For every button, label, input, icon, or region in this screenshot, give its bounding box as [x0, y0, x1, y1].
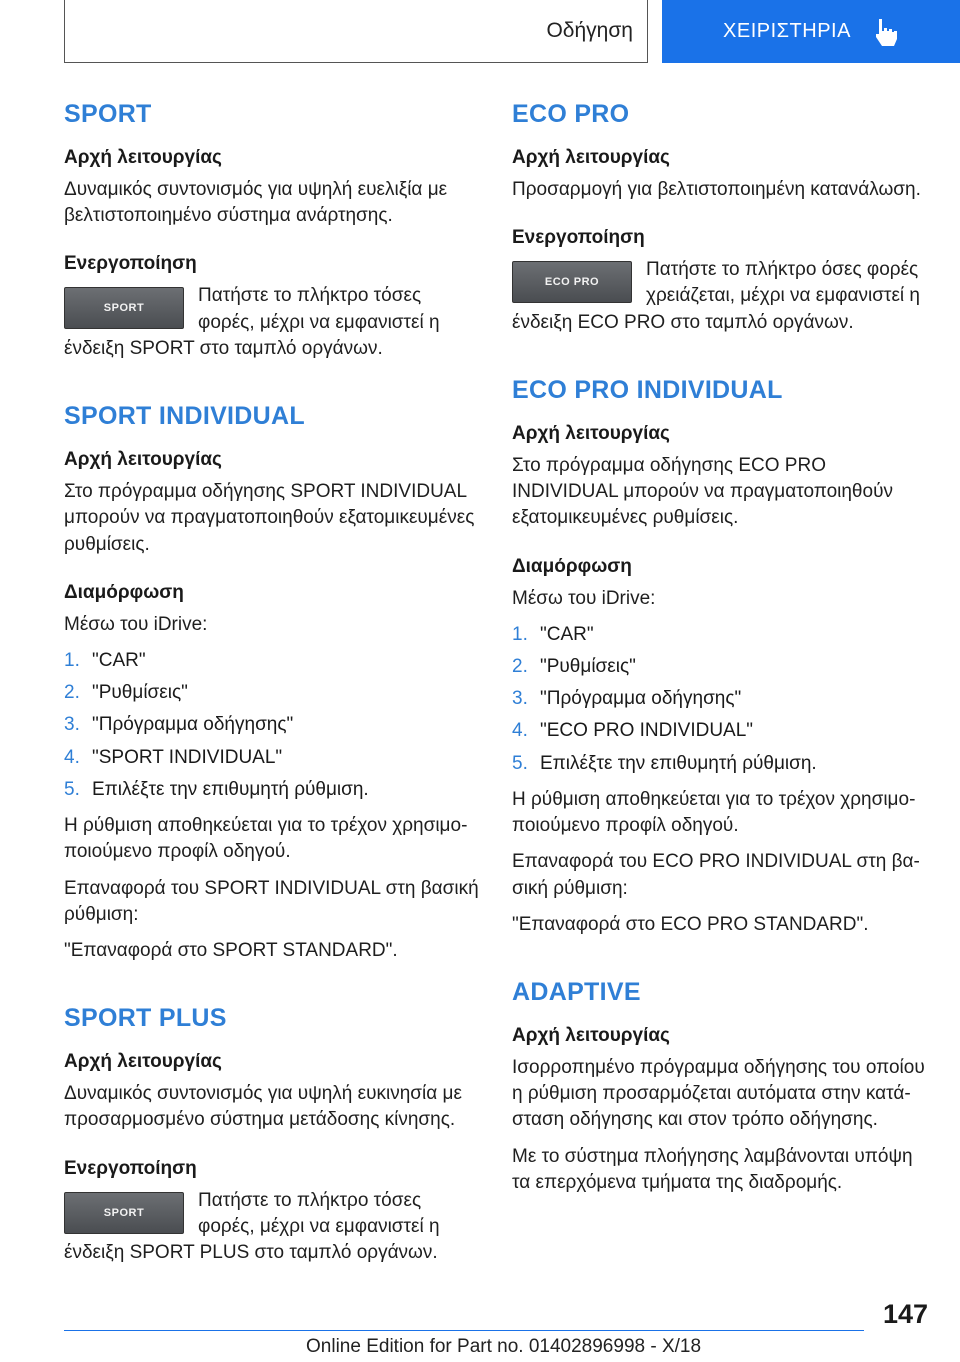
subheading-principle: Αρχή λειτουργίας: [512, 422, 670, 444]
right-column: [512, 100, 928, 1206]
list-item: 5. Επιλέξτε την επιθυμητή ρύθμιση.: [512, 752, 817, 774]
subheading-configuration: Διαμόρφωση: [512, 555, 632, 577]
list-item: 1. "CAR": [64, 649, 146, 671]
list-item: 5. Επιλέξτε την επιθυμητή ρύθμιση.: [64, 778, 369, 800]
sport-activation-text: Πατήστε το πλήκτρο τόσες φορές, μέχρι να εμφανιστεί η ένδειξη SPORT στο ταμπλό οργάνων.: [64, 285, 440, 359]
eco-pro-individual-reset-option: "Επαναφορά στο ECO PRO STANDARD".: [512, 913, 869, 935]
eco-pro-activation: [512, 257, 928, 336]
list-item: 1. "CAR": [512, 623, 594, 645]
heading-sport: SPORT: [64, 100, 152, 128]
list-item: 4. "SPORT INDIVIDUAL": [64, 746, 283, 768]
adaptive-navigation-text: Με το σύστημα πλοήγησης λαμβάνονται υπόψη τα επερχόμενα τμήματα της διαδρομής.: [512, 1145, 913, 1193]
eco-pro-individual-reset-text: Επαναφορά του ECO PRO INDIVIDUAL στη βασική ρύθμιση:: [512, 851, 920, 899]
sport-individual-reset-text: Επαναφορά του SPORT INDIVIDUAL στη βασική ρύθμιση:: [64, 877, 479, 925]
header-chapter: ΧΕΙΡΙΣΤΗΡΙΑ: [723, 20, 851, 42]
subheading-principle: Αρχή λειτουργίας: [64, 147, 222, 168]
hand-pointer-icon: [873, 17, 899, 47]
subheading-activation: Ενεργοποίηση: [512, 227, 645, 249]
sport-button-image: SPORT: [64, 287, 184, 329]
subheading-principle: Αρχή λειτουργίας: [512, 1024, 670, 1046]
header-section: Οδήγηση: [546, 19, 633, 42]
heading-sport-plus: SPORT PLUS: [64, 1004, 227, 1033]
list-item: 3. "Πρόγραμμα οδήγησης": [512, 688, 742, 710]
heading-sport-individual: SPORT INDIVIDUAL: [64, 402, 305, 431]
sport-activation: [64, 283, 480, 362]
via-idrive-text: Μέσω του iDrive:: [512, 587, 656, 609]
sport-principle-text: Δυναμικός συντονισμός για υψηλή ευελιξία με βελτιστοποιημένο σύστημα ανάρτησης.: [64, 179, 448, 227]
subheading-principle: Αρχή λειτουργίας: [512, 147, 670, 168]
via-idrive-text: Μέσω του iDrive:: [64, 613, 208, 635]
list-item: 4. "ECO PRO INDIVIDUAL": [512, 720, 754, 742]
header-chapter-tab[interactable]: [662, 0, 960, 63]
eco-pro-button-image: ECO PRO: [512, 261, 632, 303]
footer-divider: [64, 1330, 864, 1331]
header-section-box: [64, 0, 648, 63]
heading-adaptive: ADAPTIVE: [512, 977, 641, 1006]
eco-pro-activation-text: Πατήστε το πλήκτρο όσες φορές χρειάζεται, μέχρι να εμφανιστεί η ένδειξη ECO PRO στο ταμπλό οργάνων.: [512, 259, 920, 333]
footer-edition: Online Edition for Part no. 01402896998 - X/18: [306, 1336, 702, 1357]
heading-eco-pro-individual: ECO PRO INDIVIDUAL: [512, 375, 783, 404]
sport-button-image: SPORT: [64, 1192, 184, 1234]
list-item: 2. "Ρυθμίσεις": [512, 655, 636, 677]
sport-individual-saved-text: Η ρύθμιση αποθηκεύεται για το τρέχον χρησιμοποιούμενο προφίλ οδηγού.: [64, 815, 468, 863]
heading-eco-pro: ECO PRO: [512, 100, 630, 128]
eco-pro-individual-steps: [512, 622, 928, 777]
subheading-principle: Αρχή λειτουργίας: [64, 1051, 222, 1073]
sport-individual-reset-option: "Επαναφορά στο SPORT STANDARD".: [64, 939, 398, 961]
sport-plus-activation-text: Πατήστε το πλήκτρο τόσες φορές, μέχρι να εμφανιστεί η ένδειξη SPORT PLUS στο ταμπλό οργάνων.: [64, 1189, 440, 1264]
sport-plus-principle-text: Δυναμικός συντονισμός για υψηλή ευκινησία με προσαρμοσμένο σύστημα μετάδοσης κίνησης.: [64, 1083, 462, 1131]
sport-individual-steps: [64, 648, 480, 803]
adaptive-principle-text: Ισορροπημένο πρόγραμμα οδήγησης του οποίου η ρύθμιση προσαρμόζεται αυτόματα στην κατάσταση οδήγησης και στον τρόπο οδήγησης.: [512, 1056, 925, 1131]
left-column: [64, 100, 480, 1276]
sport-individual-principle-text: Στο πρόγραμμα οδήγησης SPORT INDIVIDUAL μπορούν να πραγματοποιηθούν εξατομικευμένες ρυθμίσεις.: [64, 481, 475, 555]
list-item: 3. "Πρόγραμμα οδήγησης": [64, 714, 294, 736]
eco-pro-principle-text: Προσαρμογή για βελτιστοποιημένη κατανάλωση.: [512, 179, 921, 200]
eco-pro-individual-saved-text: Η ρύθμιση αποθηκεύεται για το τρέχον χρησιμοποιούμενο προφίλ οδηγού.: [512, 788, 916, 837]
sport-plus-activation: [64, 1188, 480, 1267]
list-item: 2. "Ρυθμίσεις": [64, 682, 188, 704]
subheading-configuration: Διαμόρφωση: [64, 581, 184, 603]
subheading-activation: Ενεργοποίηση: [64, 253, 197, 275]
subheading-activation: Ενεργοποίηση: [64, 1157, 197, 1179]
page-number: 147: [882, 1299, 928, 1329]
eco-pro-individual-principle-text: Στο πρόγραμμα οδήγησης ECO PRO INDIVIDUAL μπορούν να πραγματοποιηθούν εξατομικευμένες ρυθμίσεις.: [512, 454, 893, 529]
subheading-principle: Αρχή λειτουργίας: [64, 449, 222, 471]
